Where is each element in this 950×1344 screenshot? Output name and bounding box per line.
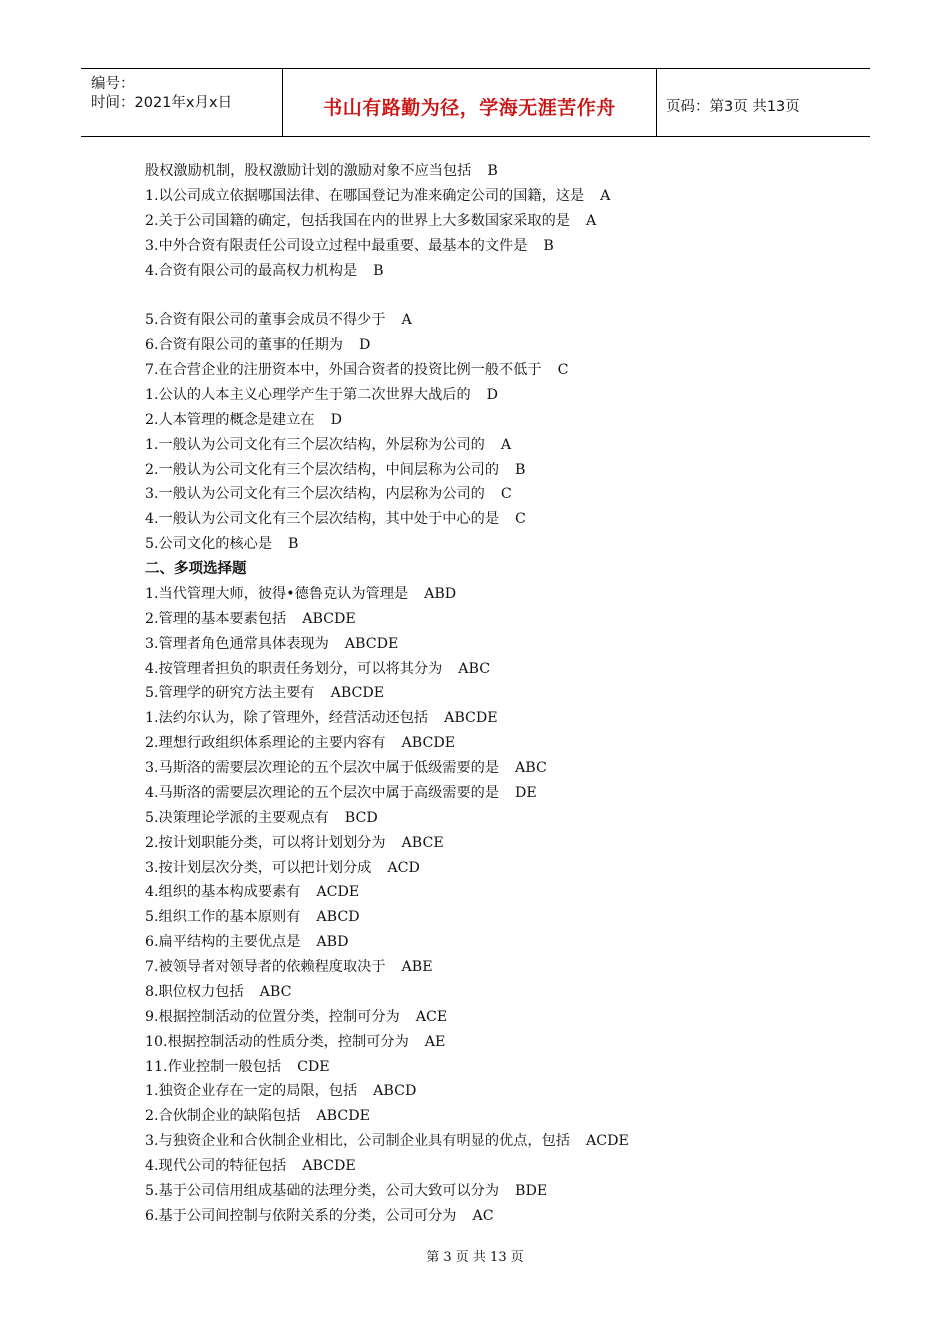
header-page-cell	[656, 69, 870, 136]
question-text: 2.理想行政组织体系理论的主要内容有	[145, 735, 386, 752]
page-footer: 第 3 页 共 13 页	[426, 1250, 524, 1265]
question-line	[145, 657, 865, 682]
question-line	[145, 806, 865, 831]
question-text: 1.公认的人本主义心理学产生于第二次世界大战后的	[145, 386, 471, 403]
question-line	[145, 781, 865, 806]
answer-text: ABCDE	[316, 1108, 370, 1125]
question-line	[145, 1204, 865, 1229]
question-text: 3.中外合资有限责任公司设立过程中最重要、最基本的文件是	[145, 237, 528, 254]
question-line	[145, 458, 865, 483]
question-line	[145, 1129, 865, 1154]
question-line	[145, 433, 865, 458]
question-text: 2.管理的基本要素包括	[145, 610, 287, 627]
question-line	[145, 234, 865, 259]
answer-text: ABCE	[401, 834, 444, 851]
answer-text: CDE	[297, 1058, 330, 1075]
question-text: 5.管理学的研究方法主要有	[145, 685, 315, 702]
answer-text: C	[500, 486, 512, 503]
question-text: 3.与独资企业和合伙制企业相比，公司制企业具有明显的优点，包括	[145, 1133, 570, 1150]
question-text: 3.马斯洛的需要层次理论的五个层次中属于低级需要的是	[145, 760, 500, 776]
question-text: 7.在合营企业的注册资本中，外国合资者的投资比例一般不低于	[145, 362, 542, 378]
answer-text: ABC	[515, 760, 547, 776]
document-date-label: 时间：2021年x月x日	[91, 95, 233, 111]
question-text: 2.人本管理的概念是建立在	[145, 411, 315, 428]
question-text: 4.按管理者担负的职责任务划分，可以将其分为	[145, 660, 443, 677]
header-page-code: 页码：第3页 共13页	[666, 99, 800, 115]
question-line	[145, 905, 865, 930]
question-line	[145, 582, 865, 607]
question-text: 3.按计划层次分类，可以把计划分成	[145, 859, 372, 876]
answer-text: ABCDE	[302, 1158, 356, 1174]
answer-text: B	[487, 163, 498, 179]
question-text: 6.基于公司间控制与依附关系的分类，公司可分为	[145, 1207, 457, 1224]
question-line	[145, 607, 865, 632]
question-text: 4.现代公司的特征包括	[145, 1158, 287, 1174]
answer-text: ACDE	[585, 1133, 629, 1150]
question-line	[145, 681, 865, 706]
question-line	[145, 1030, 865, 1055]
question-text: 3.一般认为公司文化有三个层次结构，内层称为公司的	[145, 486, 485, 503]
question-text: 1.以公司成立依据哪国法律、在哪国登记为准来确定公司的国籍，这是	[145, 187, 585, 204]
answer-text: ABE	[401, 959, 433, 975]
question-line	[145, 756, 865, 781]
question-line	[145, 1079, 865, 1104]
question-text: 2.按计划职能分类，可以将计划划分为	[145, 834, 386, 851]
question-line	[145, 1055, 865, 1080]
question-text: 9.根据控制活动的位置分类，控制可分为	[145, 1008, 400, 1025]
answer-text: ABCDE	[330, 685, 385, 702]
question-text: 5.基于公司信用组成基础的法理分类，公司大致可以分为	[145, 1182, 500, 1199]
question-line	[145, 259, 865, 284]
question-text: 2.一般认为公司文化有三个层次结构，中间层称为公司的	[145, 461, 500, 478]
answer-text: ACD	[387, 859, 420, 876]
header-info-cell	[81, 69, 282, 136]
answer-text: DE	[515, 784, 537, 801]
question-line	[145, 980, 865, 1005]
answer-text: ABD	[424, 585, 457, 602]
answer-text: ABCDE	[444, 710, 498, 727]
question-line	[145, 358, 865, 383]
question-text: 3.管理者角色通常具体表现为	[145, 635, 329, 652]
section-heading: 二、多项选择题	[145, 561, 247, 577]
question-text: 4.合资有限公司的最高权力机构是	[145, 262, 358, 279]
answer-text: A	[600, 187, 611, 204]
header-motto-cell	[282, 69, 657, 136]
question-line	[145, 856, 865, 881]
page-header	[81, 68, 870, 137]
question-line	[145, 383, 865, 408]
question-text: 10.根据控制活动的性质分类，控制可分为	[145, 1033, 409, 1050]
answer-text: D	[486, 386, 499, 403]
answer-text: ABCDE	[401, 735, 456, 752]
question-line	[145, 408, 865, 433]
question-line	[145, 880, 865, 905]
question-line	[145, 955, 865, 980]
answer-text: A	[585, 212, 597, 229]
question-line	[145, 209, 865, 234]
question-line	[145, 632, 865, 657]
question-text: 1.独资企业存在一定的局限，包括	[145, 1083, 358, 1100]
question-text: 2.合伙制企业的缺陷包括	[145, 1108, 301, 1125]
answer-text: ABC	[259, 983, 292, 1000]
question-line	[145, 532, 865, 557]
question-line	[145, 1179, 865, 1204]
answer-text: D	[358, 337, 371, 354]
question-text: 8.职位权力包括	[145, 983, 244, 1000]
answer-text: B	[373, 262, 384, 279]
answer-text: ABCD	[316, 909, 360, 926]
header-motto: 书山有路勤为径，学海无涯苦作舟	[323, 97, 616, 119]
question-text: 11.作业控制一般包括	[145, 1058, 282, 1075]
answer-text: ABCDE	[302, 610, 356, 627]
question-list	[145, 159, 865, 1229]
question-text: 4.一般认为公司文化有三个层次结构，其中处于中心的是	[145, 511, 500, 528]
question-line	[145, 507, 865, 532]
question-line	[145, 831, 865, 856]
question-text: 7.被领导者对领导者的依赖程度取决于	[145, 959, 386, 975]
question-text: 5.决策理论学派的主要观点有	[145, 809, 329, 826]
question-text: 1.一般认为公司文化有三个层次结构，外层称为公司的	[145, 436, 485, 453]
blank-line	[145, 283, 865, 308]
question-text: 股权激励机制，股权激励计划的激励对象不应当包括	[145, 163, 472, 179]
question-text: 1.法约尔认为，除了管理外，经营活动还包括	[145, 710, 429, 727]
answer-text: D	[330, 411, 342, 428]
answer-text: A	[401, 312, 412, 329]
question-text: 6.扁平结构的主要优点是	[145, 934, 301, 951]
question-line	[145, 333, 865, 358]
answer-text: ABC	[458, 660, 491, 677]
question-text: 5.公司文化的核心是	[145, 536, 273, 553]
question-text: 6.合资有限公司的董事的任期为	[145, 337, 343, 354]
question-line	[145, 731, 865, 756]
answer-text: B	[543, 237, 554, 254]
question-line	[145, 482, 865, 507]
answer-text: B	[515, 461, 526, 478]
answer-text: AE	[424, 1033, 446, 1050]
question-text: 2.关于公司国籍的确定，包括我国在内的世界上大多数国家采取的是	[145, 212, 570, 229]
question-line	[145, 159, 865, 184]
answer-text: BDE	[515, 1182, 548, 1199]
question-line	[145, 308, 865, 333]
document-id-label: 编号：	[91, 76, 135, 92]
answer-text: ABCD	[373, 1083, 417, 1100]
question-line	[145, 1005, 865, 1030]
answer-text: ACDE	[316, 884, 360, 901]
answer-text: BCD	[344, 809, 378, 826]
answer-text: ACE	[415, 1008, 448, 1025]
question-text: 5.组织工作的基本原则有	[145, 909, 301, 926]
question-line	[145, 706, 865, 731]
question-line	[145, 930, 865, 955]
answer-text: ABD	[316, 934, 349, 951]
question-text: 1.当代管理大师，彼得•德鲁克认为管理是	[145, 585, 409, 602]
question-line	[145, 184, 865, 209]
answer-text: A	[500, 436, 512, 453]
answer-text: C	[557, 362, 569, 378]
answer-text: C	[515, 511, 526, 528]
question-line	[145, 1104, 865, 1129]
answer-text: ABCDE	[344, 635, 399, 652]
question-text: 4.组织的基本构成要素有	[145, 884, 301, 901]
answer-text: B	[288, 536, 299, 553]
question-text: 4.马斯洛的需要层次理论的五个层次中属于高级需要的是	[145, 784, 500, 801]
question-line	[145, 1154, 865, 1179]
question-text: 5.合资有限公司的董事会成员不得少于	[145, 312, 386, 329]
answer-text: AC	[472, 1207, 494, 1224]
